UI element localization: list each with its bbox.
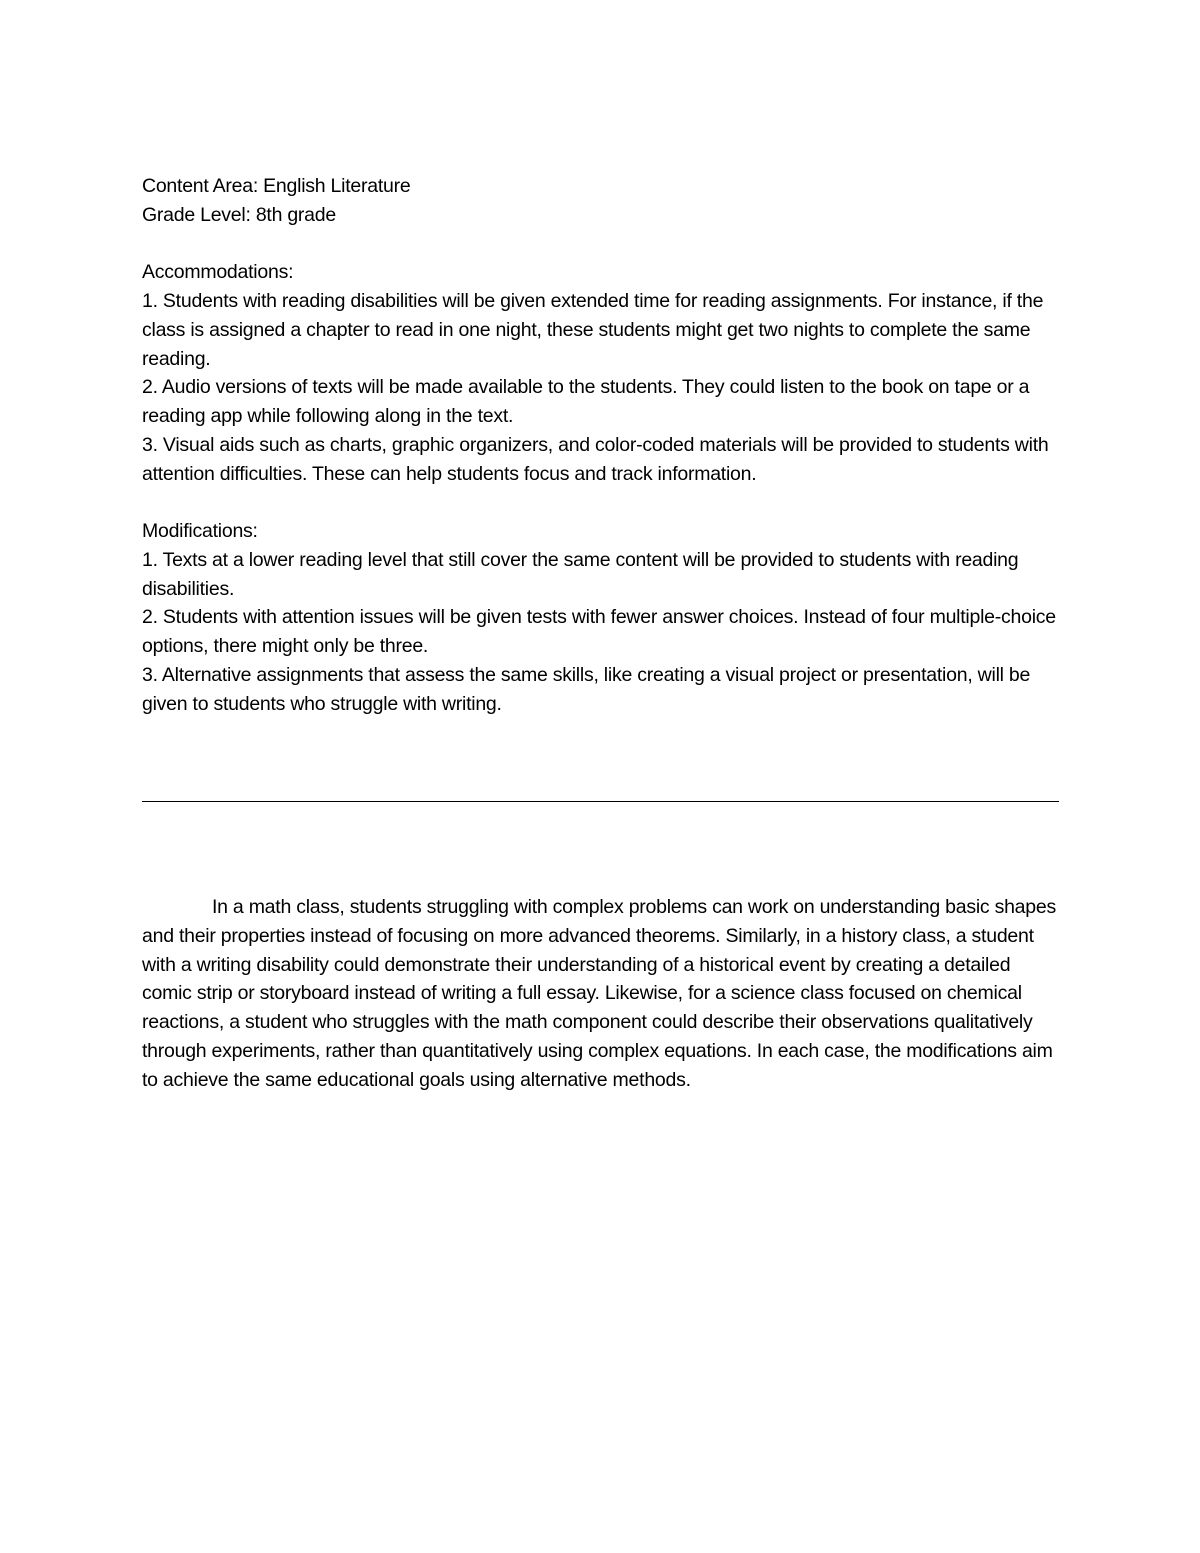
accommodation-item: 1. Students with reading disabilities will be given extended time for reading assignments. For instance, if the class is assigned a chapter to read in one night, these students might get two nights to complete the same reading. [142,290,1044,370]
modification-item: 2. Students with attention issues will be given tests with fewer answer choices. Instead of four multiple-choice options, there might only be three. [142,606,1056,657]
accommodation-item: 3. Visual aids such as charts, graphic organizers, and color-coded materials will be provided to students with attention difficulties. These can help students focus and track information. [142,433,1049,485]
accommodations-heading: Accommodations: [142,261,294,284]
horizontal-divider [142,801,1059,802]
grade-level-line: Grade Level: 8th grade [142,203,336,226]
modification-item: 3. Alternative assignments that assess the same skills, like creating a visual project or presentation, will be given to students who struggle with writing. [142,663,1031,715]
essay-paragraph: In a math class, students struggling with complex problems can work on understanding basic shapes and their properties instead of focusing on more advanced theorems. Similarly, in a history class, a student with a writing disability could demonstrate their understanding of a historical event by creating a detailed comic strip or storyboard instead of writing a full essay. Likewise, for a science class focused on chemical reactions, a student who struggles with the math component could describe their observations qualitatively through experiments, rather than quantitatively using complex equations. In each case, the modifications aim to achieve the same educational goals using alternative methods. [142,896,1056,1091]
modification-item: 1. Texts at a lower reading level that still cover the same content will be provided to students with reading disabilities. [142,548,1019,600]
blank-line [142,488,1058,517]
plan-section [142,172,1058,718]
content-area-line: Content Area: English Literature [142,175,411,197]
modifications-heading: Modifications: [142,520,258,542]
accommodation-item: 2. Audio versions of texts will be made available to the students. They could listen to the book on tape or a reading app while following along in the text. [142,376,1030,427]
blank-line [142,230,1058,259]
